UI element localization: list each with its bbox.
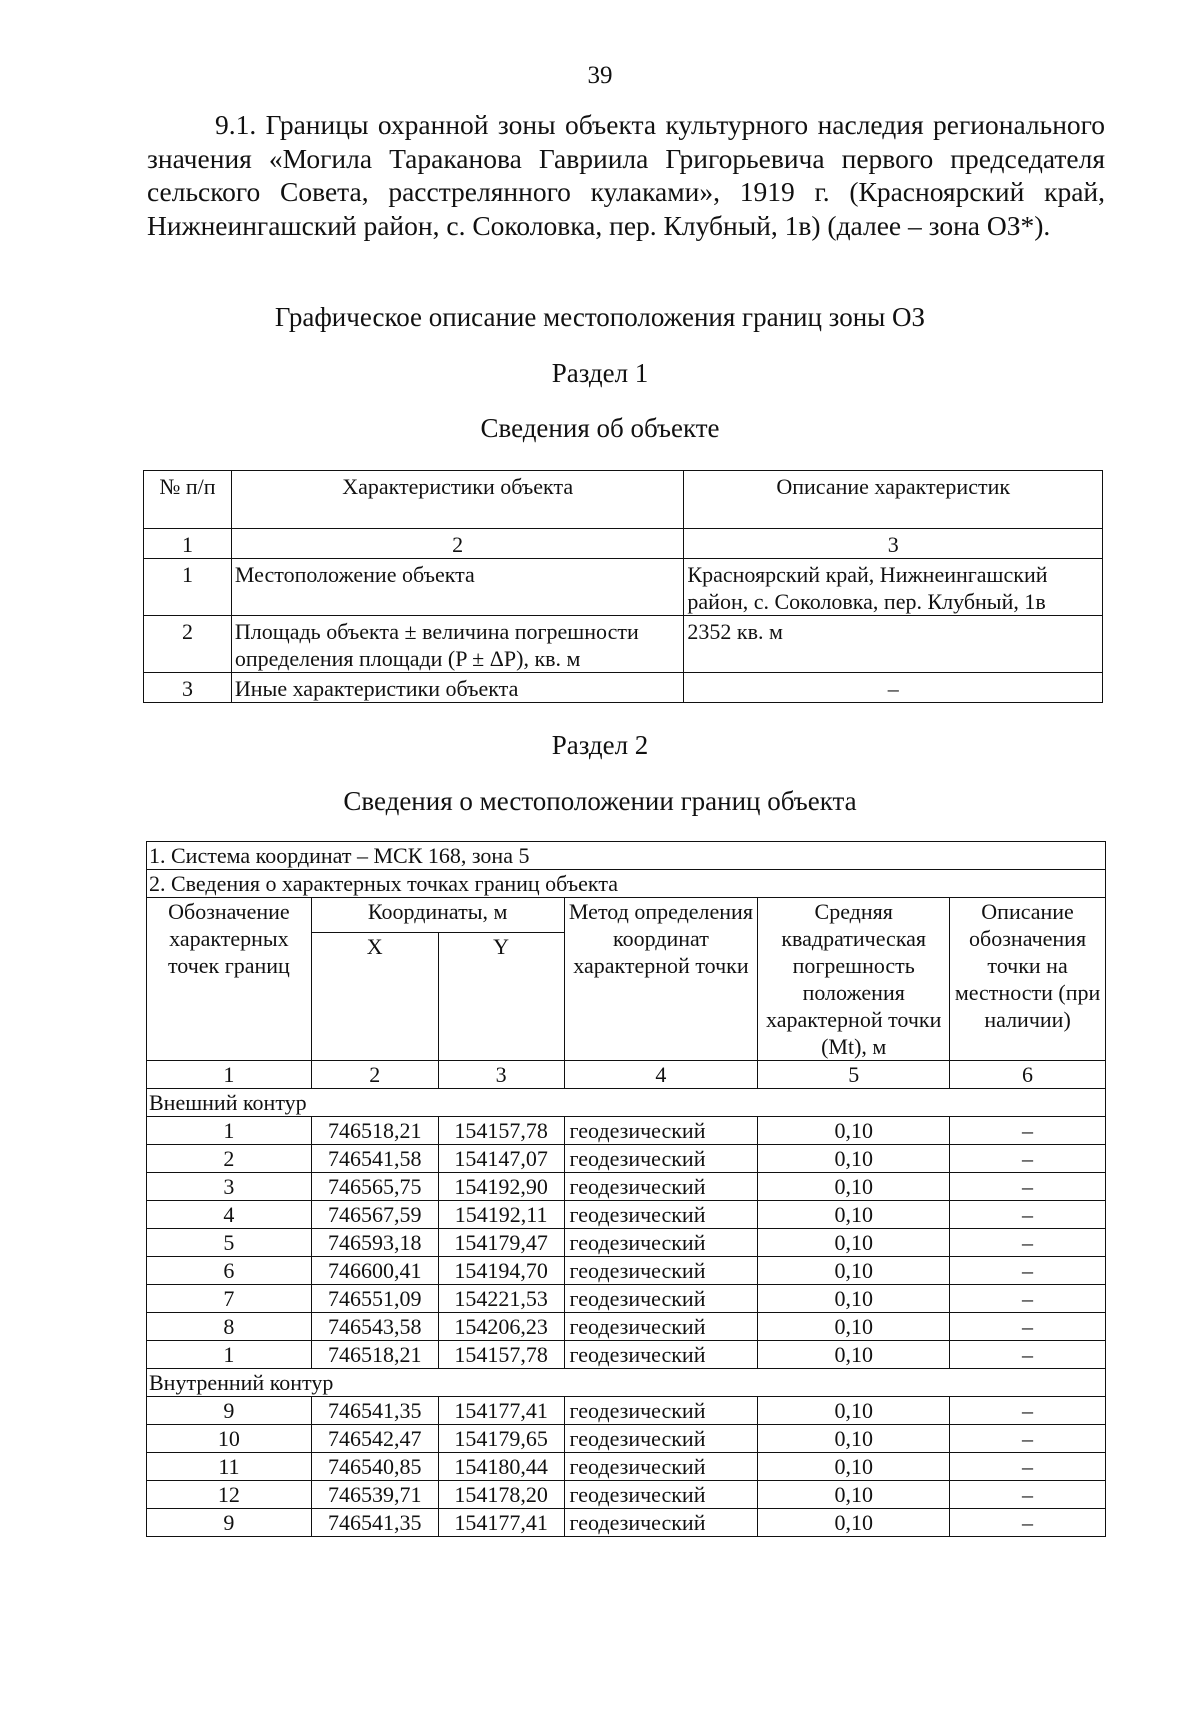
table-row <box>147 1397 1106 1425</box>
method-cell: геодезический <box>564 1481 758 1509</box>
header-point-description: Описание обозначения точки на местности (при наличии) <box>950 898 1106 1061</box>
method-cell: геодезический <box>564 1173 758 1201</box>
error-cell: 0,10 <box>758 1285 950 1313</box>
point-number-cell: 2 <box>147 1145 312 1173</box>
point-number-cell: 12 <box>147 1481 312 1509</box>
point-description-cell: – <box>950 1481 1106 1509</box>
point-description-cell: – <box>950 1397 1106 1425</box>
y-coordinate-cell: 154206,23 <box>438 1313 564 1341</box>
x-coordinate-cell: 746540,85 <box>311 1453 438 1481</box>
y-coordinate-cell: 154147,07 <box>438 1145 564 1173</box>
x-coordinate-cell: 746565,75 <box>311 1173 438 1201</box>
y-coordinate-cell: 154179,65 <box>438 1425 564 1453</box>
boundary-points-table <box>146 841 1106 1537</box>
point-number-cell: 3 <box>147 1173 312 1201</box>
object-info-table <box>143 470 1103 703</box>
method-cell: геодезический <box>564 1397 758 1425</box>
header-description: Описание характеристик <box>684 471 1103 529</box>
table-row <box>144 559 1103 616</box>
point-number-cell: 1 <box>147 1117 312 1145</box>
x-coordinate-cell: 746518,21 <box>311 1117 438 1145</box>
y-coordinate-cell: 154179,47 <box>438 1229 564 1257</box>
table-row <box>147 1145 1106 1173</box>
method-cell: геодезический <box>564 1257 758 1285</box>
y-coordinate-cell: 154177,41 <box>438 1509 564 1537</box>
error-cell: 0,10 <box>758 1117 950 1145</box>
error-cell: 0,10 <box>758 1229 950 1257</box>
error-cell: 0,10 <box>758 1397 950 1425</box>
section1-heading: Раздел 1 <box>551 358 649 388</box>
numbering-cell: 4 <box>564 1061 758 1089</box>
point-description-cell: – <box>950 1313 1106 1341</box>
method-cell: геодезический <box>564 1313 758 1341</box>
y-coordinate-cell: 154221,53 <box>438 1285 564 1313</box>
x-coordinate-cell: 746542,47 <box>311 1425 438 1453</box>
numbering-cell: 5 <box>758 1061 950 1089</box>
point-number-cell: 1 <box>147 1341 312 1369</box>
y-coordinate-cell: 154177,41 <box>438 1397 564 1425</box>
numbering-cell: 2 <box>231 529 684 559</box>
outer-contour-label: Внешний контур <box>147 1089 1106 1117</box>
point-description-cell: – <box>950 1425 1106 1453</box>
inner-contour-rows <box>147 1397 1106 1537</box>
method-cell: геодезический <box>564 1201 758 1229</box>
point-number-cell: 7 <box>147 1285 312 1313</box>
y-coordinate-cell: 154180,44 <box>438 1453 564 1481</box>
table-row <box>147 1257 1106 1285</box>
table-row <box>147 1229 1106 1257</box>
header-designation: Обозначение характерных точек границ <box>147 898 312 1061</box>
method-cell: геодезический <box>564 1341 758 1369</box>
method-cell: геодезический <box>564 1453 758 1481</box>
inner-contour-label: Внутренний контур <box>147 1369 1106 1397</box>
table-row <box>147 1341 1106 1369</box>
numbering-cell: 3 <box>438 1061 564 1089</box>
section2-heading: Раздел 2 <box>551 730 649 760</box>
numbering-cell: 1 <box>147 1061 312 1089</box>
error-cell: 0,10 <box>758 1481 950 1509</box>
x-coordinate-cell: 746539,71 <box>311 1481 438 1509</box>
characteristic-cell: Местоположение объекта <box>231 559 684 616</box>
description-cell: – <box>684 673 1103 703</box>
point-description-cell: – <box>950 1117 1106 1145</box>
error-cell: 0,10 <box>758 1453 950 1481</box>
characteristic-cell: Иные характеристики объекта <box>231 673 684 703</box>
error-cell: 0,10 <box>758 1173 950 1201</box>
point-number-cell: 4 <box>147 1201 312 1229</box>
error-cell: 0,10 <box>758 1257 950 1285</box>
characteristic-cell: Площадь объекта ± величина погрешности определения площади (P ± ΔP), кв. м <box>231 616 684 673</box>
points-title-row: 2. Сведения о характерных точках границ объекта <box>147 870 1106 898</box>
method-cell: геодезический <box>564 1117 758 1145</box>
error-cell: 0,10 <box>758 1201 950 1229</box>
intro-paragraph <box>147 108 1105 242</box>
point-number-cell: 6 <box>147 1257 312 1285</box>
error-cell: 0,10 <box>758 1425 950 1453</box>
description-cell: Красноярский край, Нижнеингашский район, с. Соколовка, пер. Клубный, 1в <box>684 559 1103 616</box>
header-number: № п/п <box>144 471 232 529</box>
point-number-cell: 10 <box>147 1425 312 1453</box>
table-row <box>147 1173 1106 1201</box>
point-description-cell: – <box>950 1173 1106 1201</box>
method-cell: геодезический <box>564 1285 758 1313</box>
row-number: 3 <box>144 673 232 703</box>
point-description-cell: – <box>950 1201 1106 1229</box>
header-method: Метод определения координат характерной точки <box>564 898 758 1061</box>
point-description-cell: – <box>950 1285 1106 1313</box>
row-number: 1 <box>144 559 232 616</box>
numbering-cell: 6 <box>950 1061 1106 1089</box>
numbering-cell: 2 <box>311 1061 438 1089</box>
header-x: X <box>311 933 438 1061</box>
table-row <box>147 1313 1106 1341</box>
point-number-cell: 8 <box>147 1313 312 1341</box>
header-error: Средняя квадратическая погрешность положения характерной точки (Mt), м <box>758 898 950 1061</box>
intro-paragraph-text: 9.1. Границы охранной зоны объекта культурного наследия регионального значения «Могила Тараканова Гавриила Григорьевича первого председателя сельского Совета, расстрелянного кулаками», 1919 г. (Красноярский край, Нижнеингашский район, с. Соколовка, пер. Клубный, 1в) (далее – зона ОЗ*). <box>147 109 1105 241</box>
point-number-cell: 9 <box>147 1509 312 1537</box>
outer-contour-rows <box>147 1117 1106 1369</box>
x-coordinate-cell: 746541,35 <box>311 1397 438 1425</box>
header-characteristics: Характеристики объекта <box>231 471 684 529</box>
x-coordinate-cell: 746541,35 <box>311 1509 438 1537</box>
point-number-cell: 9 <box>147 1397 312 1425</box>
error-cell: 0,10 <box>758 1313 950 1341</box>
object-info-heading: Сведения об объекте <box>480 413 720 443</box>
y-coordinate-cell: 154192,11 <box>438 1201 564 1229</box>
point-description-cell: – <box>950 1341 1106 1369</box>
x-coordinate-cell: 746551,09 <box>311 1285 438 1313</box>
table-row <box>147 1509 1106 1537</box>
coord-system-row: 1. Система координат – МСК 168, зона 5 <box>147 842 1106 870</box>
header-y: Y <box>438 933 564 1061</box>
table-row <box>147 1285 1106 1313</box>
error-cell: 0,10 <box>758 1145 950 1173</box>
table-row <box>147 1117 1106 1145</box>
method-cell: геодезический <box>564 1509 758 1537</box>
graphic-description-heading: Графическое описание местоположения границ зоны ОЗ <box>274 302 926 332</box>
x-coordinate-cell: 746543,58 <box>311 1313 438 1341</box>
y-coordinate-cell: 154192,90 <box>438 1173 564 1201</box>
error-cell: 0,10 <box>758 1509 950 1537</box>
x-coordinate-cell: 746593,18 <box>311 1229 438 1257</box>
table-row <box>144 673 1103 703</box>
point-number-cell: 11 <box>147 1453 312 1481</box>
y-coordinate-cell: 154194,70 <box>438 1257 564 1285</box>
table-row <box>147 1453 1106 1481</box>
x-coordinate-cell: 746600,41 <box>311 1257 438 1285</box>
page-number: 39 <box>587 62 613 89</box>
y-coordinate-cell: 154157,78 <box>438 1341 564 1369</box>
point-description-cell: – <box>950 1453 1106 1481</box>
table-row <box>147 1201 1106 1229</box>
point-description-cell: – <box>950 1257 1106 1285</box>
method-cell: геодезический <box>564 1145 758 1173</box>
y-coordinate-cell: 154157,78 <box>438 1117 564 1145</box>
x-coordinate-cell: 746518,21 <box>311 1341 438 1369</box>
description-cell: 2352 кв. м <box>684 616 1103 673</box>
point-description-cell: – <box>950 1145 1106 1173</box>
point-description-cell: – <box>950 1229 1106 1257</box>
x-coordinate-cell: 746541,58 <box>311 1145 438 1173</box>
method-cell: геодезический <box>564 1425 758 1453</box>
table-row <box>147 1481 1106 1509</box>
table-row <box>144 616 1103 673</box>
row-number: 2 <box>144 616 232 673</box>
point-description-cell: – <box>950 1509 1106 1537</box>
method-cell: геодезический <box>564 1229 758 1257</box>
table-row <box>147 1425 1106 1453</box>
numbering-cell: 3 <box>684 529 1103 559</box>
numbering-cell: 1 <box>144 529 232 559</box>
x-coordinate-cell: 746567,59 <box>311 1201 438 1229</box>
header-coordinates: Координаты, м <box>311 898 564 933</box>
y-coordinate-cell: 154178,20 <box>438 1481 564 1509</box>
boundary-info-heading: Сведения о местоположении границ объекта <box>343 786 857 816</box>
point-number-cell: 5 <box>147 1229 312 1257</box>
error-cell: 0,10 <box>758 1341 950 1369</box>
